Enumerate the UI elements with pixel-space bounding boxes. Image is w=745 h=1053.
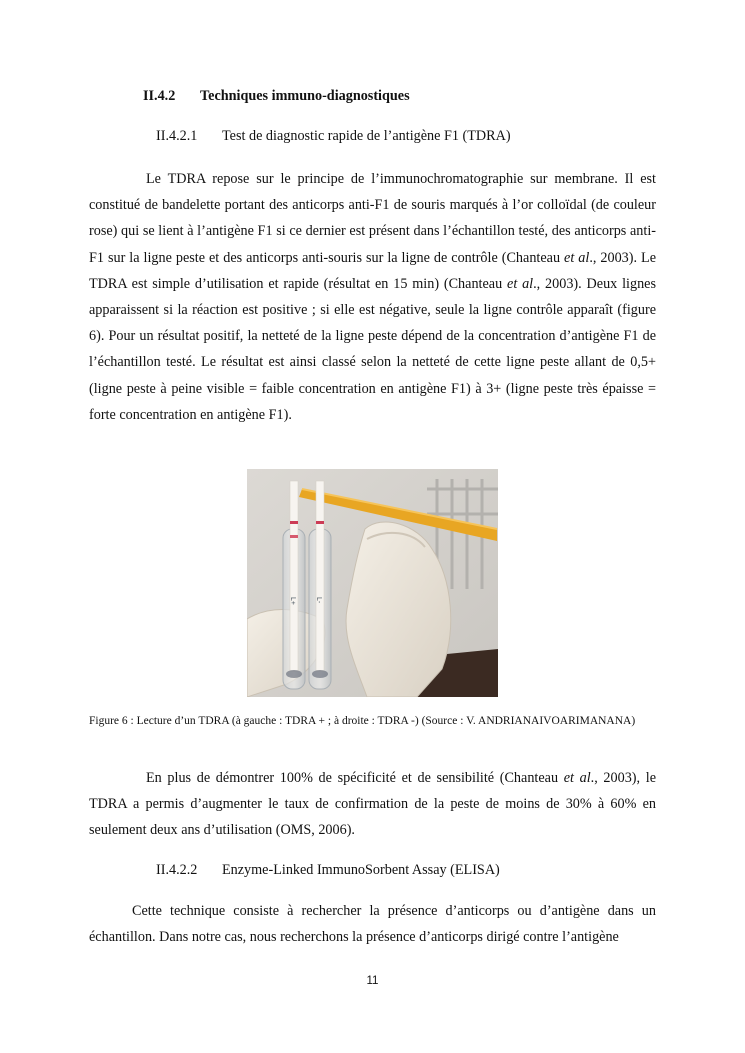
section-heading <box>143 88 410 105</box>
subsection-title: Enzyme-Linked ImmunoSorbent Assay (ELISA) <box>222 862 500 878</box>
subsection-heading-tdra <box>156 128 511 145</box>
subsection-number: II.4.2.1 <box>156 128 198 144</box>
strip-label-positive: L+ <box>289 597 296 605</box>
figure-caption: Figure 6 : Lecture d’un TDRA (à gauche : TDRA + ; à droite : TDRA -) (Source : V. ANDRIANAIVOARIMANANA) <box>89 715 636 727</box>
subsection-heading-elisa <box>156 862 500 879</box>
paragraph-tdra-performance: En plus de démontrer 100% de spécificité et de sensibilité (Chanteau et al., 2003), le TDRA a permis d’augmenter le taux de confirmation de la peste de moins de 30% à 60% en seulement deux ans d’utilisation (OMS, 2006). <box>89 770 656 839</box>
tdra-photo-illustration <box>247 469 498 697</box>
paragraph-tdra-description: Le TDRA repose sur le principe de l’immunochromatographie sur membrane. Il est constitué de bandelette portant des anticorps anti-F1 de souris marqués à l’or colloïdal (de couleur rose) qui se lient à l’antigène F1 si ce dernier est présent dans l’échantillon testé, des anticorps anti-F1 sur la ligne peste et des anticorps anti-souris sur la ligne de contrôle (Chanteau et al., 2003). Le TDRA est simple d’utilisation et rapide (résultat en 15 min) (Chanteau et al., 2003). Deux lignes apparaissent si la réaction est positive ; si elle est négative, seule la ligne contrôle apparaît (figure 6). Pour un résultat positif, la netteté de la ligne peste dépend de la concentration d’antigène F1 de l’échantillon testé. Le résultat est ainsi classé selon la netteté de cette ligne peste allant de 0,5+ (ligne peste à peine visible = faible concentration en antigène F1) à 3+ (ligne peste très épaisse = forte concentration en antigène F1). <box>89 171 656 423</box>
figure-tdra-photo <box>247 469 498 697</box>
page-number: 11 <box>366 975 379 987</box>
strip-label-negative: L- <box>315 597 322 604</box>
subsection-number: II.4.2.2 <box>156 862 198 878</box>
section-title: Techniques immuno-diagnostiques <box>200 88 410 104</box>
paragraph-elisa-description: Cette technique consiste à rechercher la présence d’anticorps ou d’antigène dans un échantillon. Dans notre cas, nous recherchons la présence d’anticorps dirigé contre l’antigène <box>89 903 656 946</box>
section-number: II.4.2 <box>143 88 176 104</box>
subsection-title: Test de diagnostic rapide de l’antigène F1 (TDRA) <box>222 128 511 144</box>
